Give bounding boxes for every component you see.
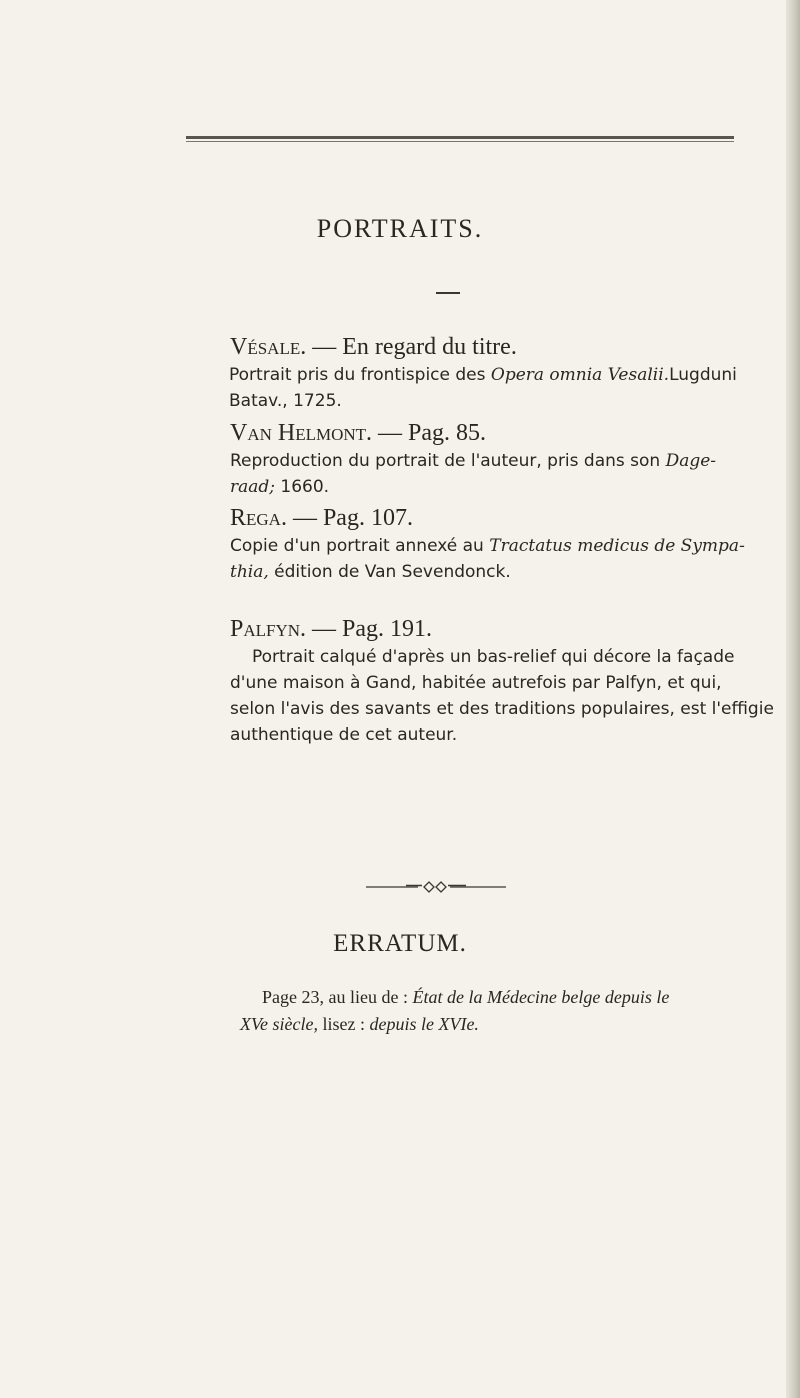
entry-ref: — Pag. 107.: [292, 505, 413, 531]
section-title: PORTRAITS.: [316, 214, 484, 243]
entry-ref: — Pag. 85.: [378, 420, 487, 446]
entry-line: Portrait calqué d'après un bas-relief qui décore la façade: [252, 647, 735, 667]
entry-van-helmont: [230, 418, 730, 500]
entry-ref: — Pag. 191.: [312, 616, 433, 642]
entry-line: Copie d'un portrait annexé au Tractatus medicus de Sympa-: [230, 536, 745, 556]
erratum-text: Page 23, au lieu de : État de la Médecine belge depuis le XVe siècle, lisez : depuis le XVIe.: [240, 987, 670, 1034]
entry-line: d'une maison à Gand, habitée autrefois par Palfyn, et qui,: [230, 673, 722, 693]
entry-line: Batav., 1725.: [229, 391, 342, 411]
entry-line: selon l'avis des savants et des traditions populaires, est l'effigie: [230, 699, 774, 719]
entry-ref: — En regard du titre.: [312, 334, 517, 360]
entry-name: Rega.: [230, 505, 287, 531]
entry-rega: [230, 503, 745, 585]
entry-line: thia, édition de Van Sevendonck.: [230, 562, 511, 582]
ornament-divider: [366, 880, 506, 894]
entry-vesale: [229, 332, 737, 414]
entry-name: Vésale.: [230, 334, 307, 360]
entry-palfyn: [230, 614, 774, 748]
entry-line: raad; 1660.: [230, 477, 330, 497]
entry-line: authentique de cet auteur.: [230, 725, 458, 745]
entry-line: Portrait pris du frontispice des Opera omnia Vesalii.Lugduni: [229, 365, 737, 385]
page-edge: [786, 0, 800, 1398]
top-rule: [186, 136, 734, 142]
entry-line: Reproduction du portrait de l'auteur, pris dans son Dage-: [230, 451, 717, 471]
entry-name: Van Helmont.: [230, 420, 373, 446]
title-dash: [436, 292, 460, 294]
erratum-title: ERRATUM.: [333, 930, 467, 957]
entry-name: Palfyn.: [230, 616, 307, 642]
